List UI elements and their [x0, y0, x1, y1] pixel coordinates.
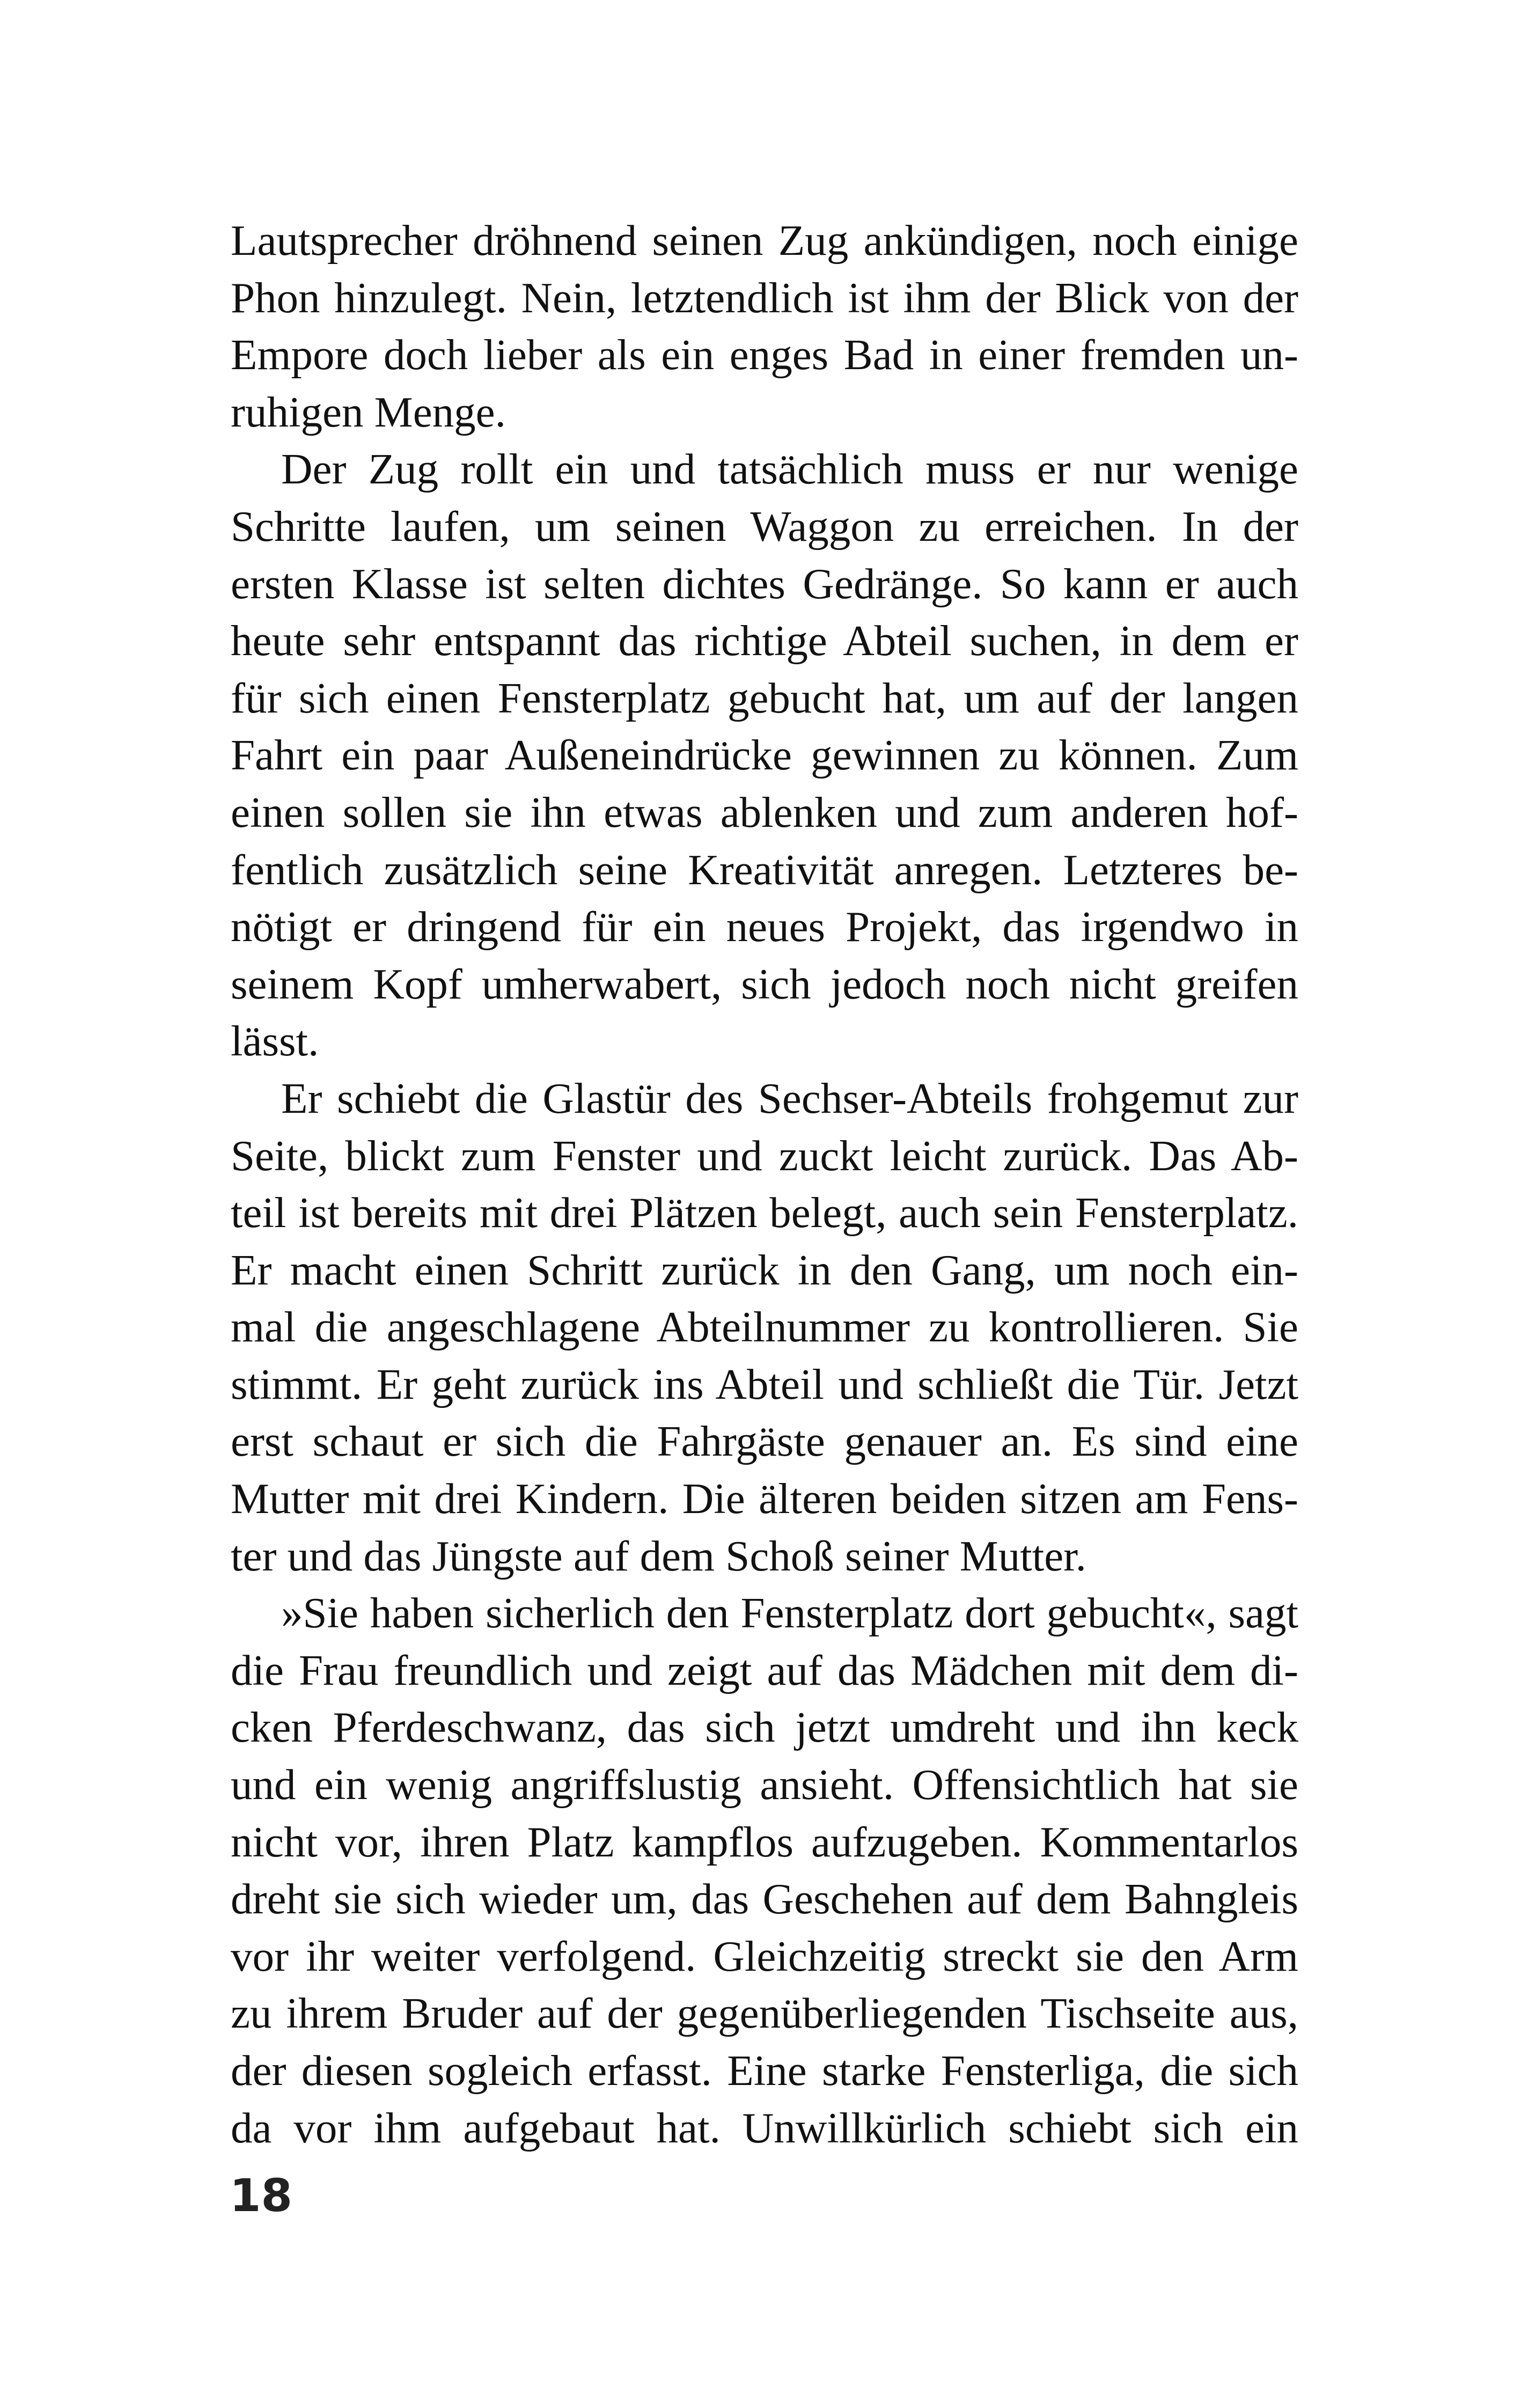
text-line: mal die angeschlagene Abteilnummer zu kontrollieren. Sie	[231, 1303, 1298, 1352]
text-line: der diesen sogleich erfasst. Eine starke Fensterliga, die sich	[231, 2046, 1298, 2095]
text-line: ruhigen Menge.	[231, 387, 506, 436]
text-line: Mutter mit drei Kindern. Die älteren beiden sitzen am Fens-	[231, 1474, 1298, 1523]
text-line: nötigt er dringend für ein neues Projekt, das irgendwo in	[231, 902, 1298, 951]
text-line: cken Pferdeschwanz, das sich jetzt umdreht und ihn keck	[231, 1703, 1298, 1752]
text-line: »Sie haben sicherlich den Fensterplatz dort gebucht«, sagt	[281, 1589, 1298, 1638]
text-line: seinem Kopf umherwabert, sich jedoch noch nicht greifen	[231, 959, 1298, 1008]
body-text	[231, 212, 1298, 2156]
text-line: teil ist bereits mit drei Plätzen belegt, auch sein Fensterplatz.	[231, 1188, 1298, 1237]
text-line: Fahrt ein paar Außeneindrücke gewinnen zu können. Zum	[231, 731, 1298, 780]
text-line: erst schaut er sich die Fahrgäste genauer an. Es sind eine	[231, 1417, 1298, 1466]
text-line: nicht vor, ihren Platz kampflos aufzugeben. Kommentarlos	[231, 1817, 1298, 1866]
text-line: Der Zug rollt ein und tatsächlich muss er nur wenige	[281, 445, 1298, 494]
text-line: Lautsprecher dröhnend seinen Zug ankündigen, noch einige	[231, 216, 1298, 265]
text-line: Schritte laufen, um seinen Waggon zu erreichen. In der	[231, 502, 1298, 550]
text-line: Er macht einen Schritt zurück in den Gang, um noch ein-	[231, 1245, 1298, 1294]
text-line: stimmt. Er geht zurück ins Abteil und schließt die Tür. Jetzt	[231, 1360, 1298, 1408]
text-line: ersten Klasse ist selten dichtes Gedränge. So kann er auch	[231, 559, 1298, 608]
text-line: ter und das Jüngste auf dem Schoß seiner Mutter.	[231, 1531, 1086, 1580]
text-line: lässt.	[231, 1017, 319, 1066]
text-line: Er schiebt die Glastür des Sechser-Abteils frohgemut zur	[281, 1074, 1298, 1122]
text-line: fentlich zusätzlich seine Kreativität anregen. Letzteres be-	[231, 845, 1298, 894]
text-line: Seite, blickt zum Fenster und zuckt leicht zurück. Das Ab-	[231, 1131, 1298, 1180]
text-line: da vor ihm aufgebaut hat. Unwillkürlich schiebt sich ein	[231, 2103, 1298, 2152]
text-line: Empore doch lieber als ein enges Bad in einer fremden un-	[231, 331, 1298, 379]
text-line: und ein wenig angriffslustig ansieht. Offensichtlich hat sie	[231, 1760, 1298, 1809]
text-line: vor ihr weiter verfolgend. Gleichzeitig streckt sie den Arm	[231, 1932, 1298, 1980]
text-line: einen sollen sie ihn etwas ablenken und zum anderen hof-	[231, 788, 1298, 836]
text-line: Phon hinzulegt. Nein, letztendlich ist ihm der Blick von der	[231, 273, 1298, 322]
text-line: für sich einen Fensterplatz gebucht hat, um auf der langen	[231, 673, 1298, 722]
text-line: zu ihrem Bruder auf der gegenüberliegenden Tischseite aus,	[231, 1989, 1298, 2038]
text-line: die Frau freundlich und zeigt auf das Mädchen mit dem di-	[231, 1646, 1298, 1694]
text-line: dreht sie sich wieder um, das Geschehen auf dem Bahngleis	[231, 1875, 1298, 1924]
text-line: heute sehr entspannt das richtige Abteil suchen, in dem er	[231, 616, 1298, 665]
page-number: 18	[230, 2169, 292, 2222]
